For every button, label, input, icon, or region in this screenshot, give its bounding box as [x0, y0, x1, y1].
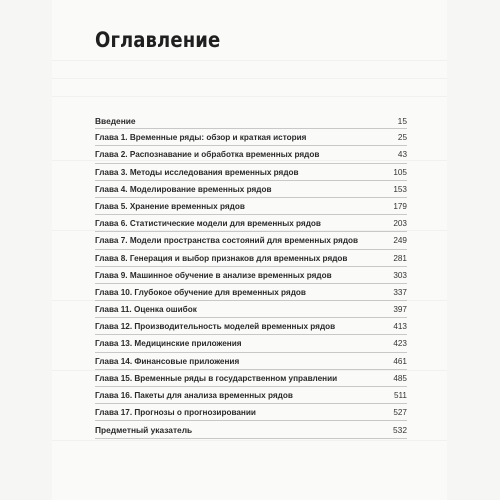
dot-leader [95, 403, 407, 404]
toc-entry-title: Глава 4. Моделирование временных рядов [95, 185, 276, 194]
toc-entry-title: Введение [95, 116, 140, 126]
toc-entry-title: Глава 13. Медицинские приложения [95, 339, 246, 348]
toc-entry-page: 203 [389, 219, 407, 228]
toc-entry-page: 281 [389, 254, 407, 263]
toc-entry-title: Глава 14. Финансовые приложения [95, 357, 243, 366]
toc-entry-page: 179 [389, 202, 407, 211]
dot-leader [95, 231, 407, 232]
toc-entry[interactable] [95, 337, 407, 354]
toc-entry[interactable] [95, 252, 407, 269]
toc-entry-page: 461 [389, 357, 407, 366]
toc-entry-title: Глава 2. Распознавание и обработка временных рядов [95, 150, 323, 159]
toc-entry-title: Глава 6. Статистические модели для временных рядов [95, 219, 325, 228]
page-title: Оглавление [95, 28, 221, 52]
dot-leader [95, 352, 407, 353]
toc-entry-title: Глава 16. Пакеты для анализа временных рядов [95, 391, 297, 400]
toc-entry-page: 249 [389, 236, 407, 245]
dot-leader [95, 214, 407, 215]
toc-entry-title: Глава 8. Генерация и выбор признаков для временных рядов [95, 254, 351, 263]
dot-leader [95, 283, 407, 284]
toc-list [95, 114, 407, 441]
toc-entry[interactable] [95, 183, 407, 200]
toc-entry[interactable] [95, 269, 407, 286]
toc-entry[interactable] [95, 389, 407, 406]
toc-entry-page: 25 [394, 133, 407, 142]
toc-entry[interactable] [95, 217, 407, 234]
toc-entry[interactable] [95, 286, 407, 303]
toc-entry-page: 43 [394, 150, 407, 159]
toc-entry[interactable] [95, 303, 407, 320]
toc-entry-title: Глава 11. Оценка ошибок [95, 305, 201, 314]
toc-entry-page: 303 [389, 271, 407, 280]
toc-entry-title: Предметный указатель [95, 425, 196, 435]
dot-leader [95, 266, 407, 267]
dot-leader [95, 145, 407, 146]
toc-entry[interactable] [95, 234, 407, 251]
toc-entry-title: Глава 17. Прогнозы о прогнозировании [95, 408, 260, 417]
toc-entry-title: Глава 1. Временные ряды: обзор и краткая история [95, 133, 310, 142]
dot-leader [95, 334, 407, 335]
toc-entry-page: 15 [394, 116, 407, 126]
toc-entry-page: 413 [389, 322, 407, 331]
toc-entry[interactable] [95, 114, 407, 131]
toc-entry[interactable] [95, 355, 407, 372]
toc-entry-page: 511 [390, 391, 407, 400]
dot-leader [95, 128, 407, 129]
dot-leader [95, 300, 407, 301]
toc-entry-title: Глава 12. Производительность моделей временных рядов [95, 322, 339, 331]
toc-entry-page: 527 [389, 408, 407, 417]
dot-leader [95, 180, 407, 181]
dot-leader [95, 317, 407, 318]
show-through-line [52, 96, 447, 97]
dot-leader [95, 369, 407, 370]
toc-entry-page: 105 [389, 168, 407, 177]
toc-entry[interactable] [95, 200, 407, 217]
show-through-line [52, 78, 447, 79]
toc-entry[interactable] [95, 131, 407, 148]
toc-entry[interactable] [95, 148, 407, 165]
show-through-line [52, 60, 447, 61]
toc-entry-page: 153 [389, 185, 407, 194]
toc-entry[interactable] [95, 166, 407, 183]
dot-leader [95, 420, 407, 421]
toc-entry-title: Глава 15. Временные ряды в государственном управлении [95, 374, 341, 383]
toc-entry-page: 397 [389, 305, 407, 314]
toc-entry-page: 337 [389, 288, 407, 297]
toc-entry[interactable] [95, 423, 407, 440]
toc-entry-title: Глава 3. Методы исследования временных рядов [95, 168, 303, 177]
toc-entry[interactable] [95, 320, 407, 337]
toc-entry-title: Глава 7. Модели пространства состояний для временных рядов [95, 236, 362, 245]
dot-leader [95, 386, 407, 387]
toc-entry[interactable] [95, 406, 407, 423]
toc-entry[interactable] [95, 372, 407, 389]
dot-leader [95, 197, 407, 198]
toc-entry-title: Глава 9. Машинное обучение в анализе временных рядов [95, 271, 336, 280]
toc-entry-title: Глава 5. Хранение временных рядов [95, 202, 249, 211]
toc-entry-page: 532 [389, 425, 407, 435]
toc-entry-title: Глава 10. Глубокое обучение для временных рядов [95, 288, 310, 297]
dot-leader [95, 438, 407, 439]
toc-entry-page: 423 [389, 339, 407, 348]
dot-leader [95, 163, 407, 164]
toc-entry-page: 485 [389, 374, 407, 383]
dot-leader [95, 249, 407, 250]
